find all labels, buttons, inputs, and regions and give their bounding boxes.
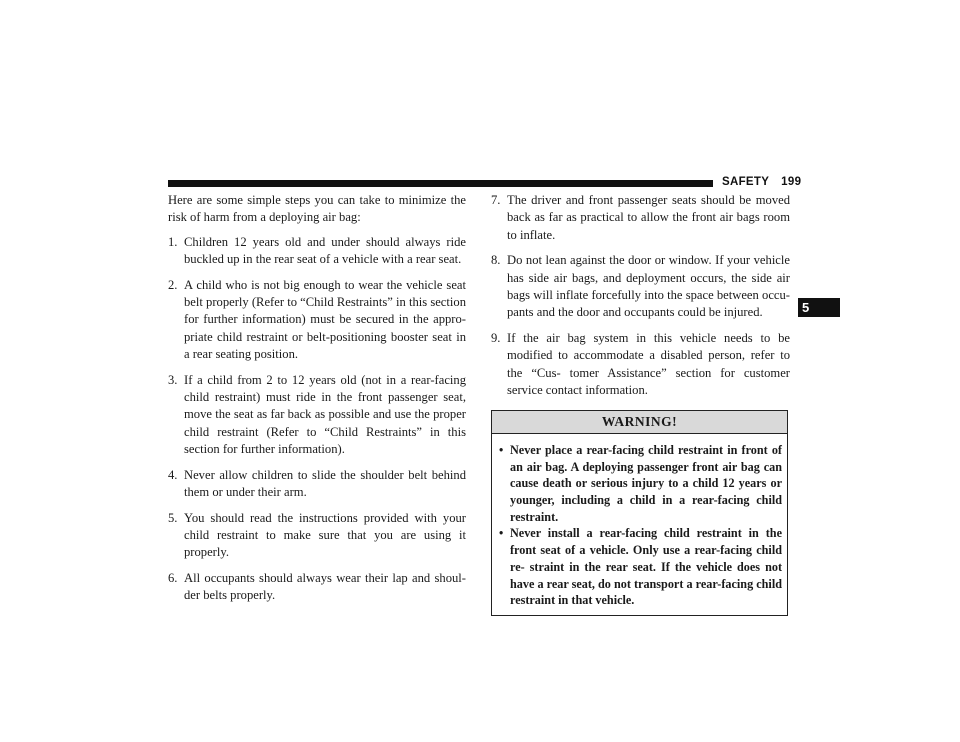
chapter-tab	[798, 298, 840, 317]
step-text: The driver and front passenger seats should be moved back as far as practical to allow the front air bags room to inflate.	[507, 193, 790, 242]
step-number: 4.	[168, 467, 178, 482]
step-number: 1.	[168, 234, 178, 249]
list-item	[168, 510, 466, 562]
step-text: You should read the instructions provided with your child restraint to make sure that you are using it properly.	[184, 510, 466, 560]
step-number: 7.	[491, 193, 501, 207]
warning-item	[499, 442, 782, 526]
steps-list-right	[491, 192, 790, 399]
intro-paragraph: Here are some simple steps you can take to minimize the risk of harm from a deploying air bag:	[168, 193, 466, 225]
list-item	[491, 192, 790, 244]
step-number: 6.	[168, 570, 178, 585]
warning-title: WARNING!	[492, 411, 787, 433]
step-number: 9.	[491, 330, 501, 345]
left-column	[168, 192, 466, 613]
section-title: SAFETY	[722, 176, 770, 188]
list-item	[168, 467, 466, 502]
header-rule	[168, 180, 713, 187]
step-text: Never allow children to slide the shoulder belt behind them or under their arm.	[184, 467, 466, 500]
warning-body	[492, 434, 787, 615]
list-item	[168, 372, 466, 459]
warning-text: Never place a rear-facing child restraint in front of an air bag. A deploying passenger front air bag can cause death or serious injury to a child 12 years or younger, including a child in a rear-facing child restraint.	[510, 442, 782, 524]
step-text: Children 12 years old and under should always ride buckled up in the rear seat of a vehicle with a rear seat.	[184, 234, 466, 267]
bullet-icon: •	[499, 442, 504, 457]
list-item	[168, 277, 466, 364]
step-text: Do not lean against the door or window. If your vehicle has side air bags, and deployment occurs, the side air bags will inflate forcefully into the space between occu- pants and the door and occupants could be injured.	[507, 253, 790, 320]
step-text: If the air bag system in this vehicle needs to be modified to accommodate a disabled person, refer to the “Cus- tomer Assistance” section for customer service contact information.	[507, 330, 790, 398]
step-number: 8.	[491, 253, 501, 268]
warning-item	[499, 525, 782, 609]
step-text: If a child from 2 to 12 years old (not in a rear-facing child restraint) must ride in the front passenger seat, move the seat as far back as possible and use the proper child restraint (Refer to “Child Restraints” in this section for further information).	[184, 372, 466, 457]
step-number: 2.	[168, 277, 178, 292]
warning-box	[491, 410, 788, 615]
right-column	[491, 192, 790, 616]
step-text: A child who is not big enough to wear the vehicle seat belt properly (Refer to “Child Restraints” in this section for further information) must be secured in the appro- priate child restraint or belt-positioning booster seat in a rear seating position.	[184, 277, 466, 362]
warning-text: Never install a rear-facing child restraint in the front seat of a vehicle. Only use a rear-facing child re- straint in the rear seat. If the vehicle does not have a rear seat, do not transport a rear-facing child restraint in that vehicle.	[510, 526, 782, 608]
page-number: 199	[781, 176, 802, 188]
list-item	[168, 234, 466, 269]
step-number: 5.	[168, 510, 178, 525]
step-text: All occupants should always wear their lap and shoul- der belts properly.	[184, 570, 466, 603]
list-item	[168, 570, 466, 605]
step-number: 3.	[168, 372, 178, 387]
steps-list-left	[168, 234, 466, 605]
bullet-icon: •	[499, 526, 504, 541]
chapter-number: 5	[802, 300, 810, 315]
running-header	[722, 176, 801, 188]
list-item	[491, 252, 790, 322]
list-item	[491, 330, 790, 400]
